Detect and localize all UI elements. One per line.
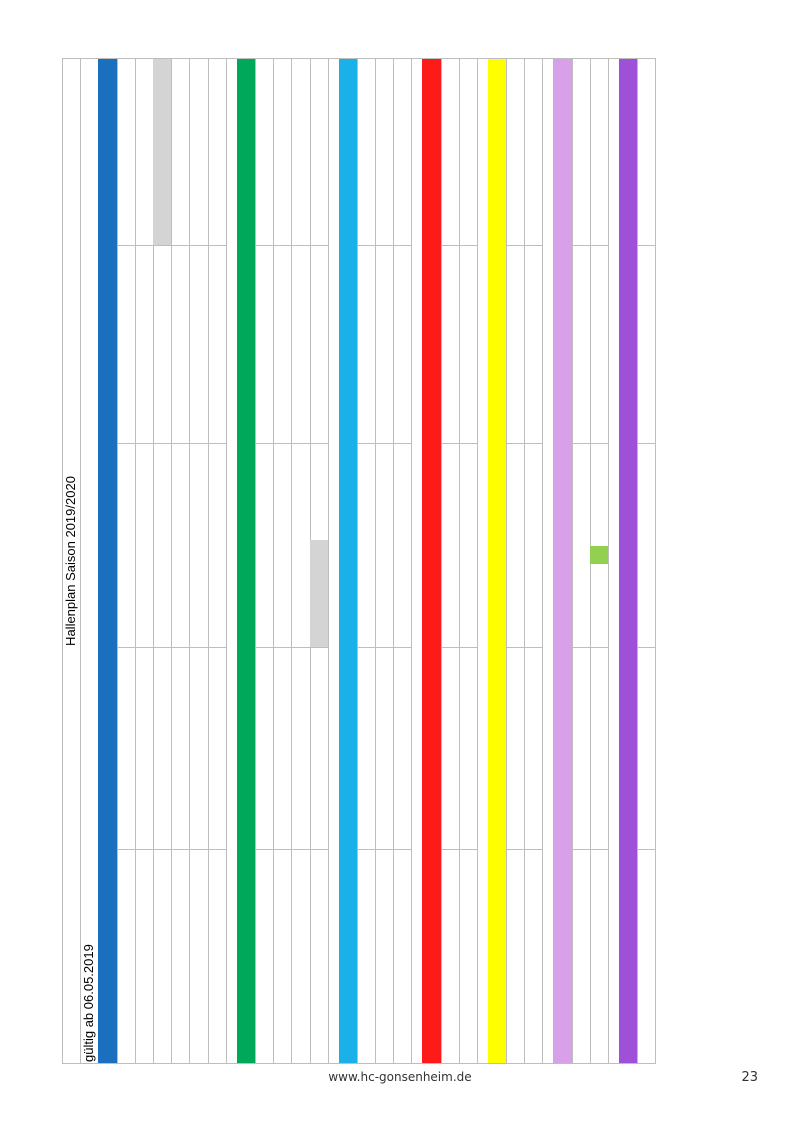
time-dienstag — [291, 766, 309, 850]
grid-line — [328, 58, 329, 1064]
grid-line — [117, 443, 226, 444]
grid-line — [637, 443, 655, 444]
day-header-dienstag — [637, 648, 655, 850]
team-dienstag — [375, 648, 393, 766]
day-header-mittwoch — [506, 444, 524, 648]
team-mittwoch — [135, 444, 153, 564]
day-header-mittwoch — [357, 444, 375, 648]
grid-line — [441, 849, 477, 850]
green-marker — [590, 546, 608, 564]
time-mittwoch — [171, 564, 189, 648]
team-dienstag — [208, 648, 226, 766]
team-freitag — [273, 58, 291, 162]
time-freitag — [171, 162, 189, 246]
day-header-montag — [441, 850, 459, 1064]
grid-line — [208, 58, 209, 1064]
team-mittwoch — [273, 444, 291, 564]
grid-line — [255, 443, 328, 444]
grid-line — [608, 58, 609, 1064]
grid-line — [117, 849, 226, 850]
team-montag — [273, 850, 291, 980]
day-header-freitag — [441, 58, 459, 246]
time-donnerstag — [273, 360, 291, 444]
team-donnerstag — [171, 246, 189, 360]
time-dienstag — [590, 766, 608, 850]
page-number: 23 — [741, 1070, 758, 1085]
time-mittwoch — [291, 564, 309, 648]
grid-line — [637, 245, 655, 246]
day-header-dienstag — [572, 648, 590, 850]
team-montag — [375, 850, 393, 980]
schedule-title: Hallenplan Saison 2019/2020 — [63, 476, 78, 646]
grid-line — [255, 647, 328, 648]
hallenplan-table — [62, 58, 622, 1064]
time-donnerstag — [393, 360, 411, 444]
valid-from: gültig ab 06.05.2019 — [81, 944, 97, 1062]
grid-line — [506, 58, 507, 1064]
day-header-donnerstag — [255, 246, 273, 444]
time-donnerstag — [375, 360, 393, 444]
day-header-donnerstag — [117, 246, 135, 444]
day-header-freitag — [255, 58, 273, 246]
grid-line — [506, 647, 542, 648]
time-freitag — [153, 162, 171, 246]
day-header-dienstag — [255, 648, 273, 850]
footer-url: www.hc-gonsenheim.de — [328, 1070, 472, 1084]
team-donnerstag — [153, 246, 171, 360]
day-header-mittwoch — [255, 444, 273, 648]
day-header-montag — [637, 850, 655, 1064]
day-header-montag — [506, 850, 524, 1064]
team-dienstag — [459, 648, 477, 766]
time-dienstag — [153, 766, 171, 850]
grid-line — [62, 58, 63, 1064]
gray-marker — [310, 540, 328, 564]
time-dienstag — [171, 766, 189, 850]
team-mittwoch — [291, 444, 309, 564]
team-mittwoch — [153, 444, 171, 564]
team-montag — [153, 850, 171, 980]
day-header-montag — [572, 850, 590, 1064]
time-mittwoch — [153, 564, 171, 648]
grid-line — [117, 58, 118, 1064]
grid-line — [226, 58, 227, 1064]
grid-line — [572, 58, 573, 1064]
grid-line — [411, 58, 412, 1064]
day-header-freitag — [357, 58, 375, 246]
grid-line — [357, 849, 412, 850]
grid-line — [357, 245, 412, 246]
team-freitag — [310, 58, 328, 162]
team-dienstag — [393, 648, 411, 766]
hall-header-maler-becker-schule — [488, 58, 506, 1064]
time-montag — [153, 980, 171, 1064]
day-header-donnerstag — [572, 246, 590, 444]
day-header-montag — [357, 850, 375, 1064]
time-mittwoch — [273, 564, 291, 648]
time-montag — [273, 980, 291, 1064]
grid-line — [255, 58, 256, 1064]
grid-line — [655, 58, 656, 1064]
grid-line — [572, 647, 608, 648]
grid-line — [255, 245, 328, 246]
time-mittwoch — [590, 564, 608, 648]
grid-line — [542, 58, 543, 1064]
grid-line — [572, 245, 608, 246]
grid-line — [357, 647, 412, 648]
team-donnerstag — [291, 246, 309, 360]
grid-line — [637, 58, 638, 1064]
day-header-mittwoch — [637, 444, 655, 648]
hall-header-erich-schott-halle — [619, 58, 637, 1064]
grid-line — [117, 647, 226, 648]
grid-line — [506, 443, 542, 444]
day-header-montag — [255, 850, 273, 1064]
grid-line — [62, 1063, 655, 1064]
team-donnerstag — [590, 246, 608, 360]
team-mittwoch — [171, 444, 189, 564]
team-donnerstag — [375, 246, 393, 360]
team-montag — [135, 850, 153, 980]
grid-line — [357, 443, 412, 444]
day-header-dienstag — [117, 648, 135, 850]
grid-line — [441, 58, 442, 1064]
grid-line — [357, 58, 358, 1064]
team-dienstag — [153, 648, 171, 766]
grid-line — [441, 443, 477, 444]
grid-line — [637, 647, 655, 648]
hall-header-mombacher-halle — [98, 58, 116, 1064]
team-freitag — [153, 58, 171, 162]
time-dienstag — [189, 766, 207, 850]
time-mittwoch — [310, 564, 328, 648]
time-dienstag — [273, 766, 291, 850]
time-montag — [291, 980, 309, 1064]
time-montag — [375, 980, 393, 1064]
grid-line — [441, 245, 477, 246]
time-donnerstag — [291, 360, 309, 444]
time-freitag — [310, 162, 328, 246]
team-freitag — [291, 58, 309, 162]
time-freitag — [273, 162, 291, 246]
time-mittwoch — [524, 564, 542, 648]
day-header-donnerstag — [441, 246, 459, 444]
team-dienstag — [590, 648, 608, 766]
grid-line — [62, 58, 655, 59]
team-freitag — [171, 58, 189, 162]
time-dienstag — [208, 766, 226, 850]
team-dienstag — [171, 648, 189, 766]
time-freitag — [189, 162, 207, 246]
grid-line — [393, 58, 394, 1064]
time-dienstag — [459, 766, 477, 850]
day-header-dienstag — [357, 648, 375, 850]
team-donnerstag — [393, 246, 411, 360]
time-freitag — [135, 162, 153, 246]
day-header-dienstag — [441, 648, 459, 850]
day-header-donnerstag — [637, 246, 655, 444]
day-header-donnerstag — [357, 246, 375, 444]
hall-header-otto-schott-halle — [553, 58, 571, 1064]
day-header-freitag — [117, 58, 135, 246]
day-header-dienstag — [506, 648, 524, 850]
team-freitag — [189, 58, 207, 162]
day-header-mittwoch — [117, 444, 135, 648]
hall-header-realschule-gonsenheim-kkr — [237, 58, 255, 1064]
day-header-freitag — [506, 58, 524, 246]
time-dienstag — [393, 766, 411, 850]
day-header-donnerstag — [506, 246, 524, 444]
time-freitag — [291, 162, 309, 246]
team-dienstag — [291, 648, 309, 766]
team-dienstag — [135, 648, 153, 766]
day-header-freitag — [572, 58, 590, 246]
grid-line — [80, 58, 81, 1064]
time-dienstag — [375, 766, 393, 850]
team-freitag — [135, 58, 153, 162]
team-dienstag — [273, 648, 291, 766]
grid-line — [572, 443, 608, 444]
team-montag — [291, 850, 309, 980]
grid-line — [255, 849, 328, 850]
time-donnerstag — [171, 360, 189, 444]
time-montag — [135, 980, 153, 1064]
grid-line — [506, 245, 542, 246]
day-header-freitag — [637, 58, 655, 246]
day-header-montag — [117, 850, 135, 1064]
grid-line — [506, 849, 542, 850]
grid-line — [477, 58, 478, 1064]
team-dienstag — [189, 648, 207, 766]
grid-line — [459, 58, 460, 1064]
grid-line — [441, 647, 477, 648]
time-donnerstag — [153, 360, 171, 444]
day-header-mittwoch — [572, 444, 590, 648]
time-donnerstag — [590, 360, 608, 444]
hall-header-gonsenheimer-halle-weserstra-e — [339, 58, 357, 1064]
time-mittwoch — [135, 564, 153, 648]
hall-header-gleisberg-schule — [422, 58, 440, 1064]
time-dienstag — [135, 766, 153, 850]
grid-line — [637, 849, 655, 850]
grid-line — [117, 245, 226, 246]
team-mittwoch — [524, 444, 542, 564]
team-donnerstag — [273, 246, 291, 360]
day-header-mittwoch — [441, 444, 459, 648]
team-donnerstag — [135, 246, 153, 360]
time-donnerstag — [135, 360, 153, 444]
grid-line — [572, 849, 608, 850]
